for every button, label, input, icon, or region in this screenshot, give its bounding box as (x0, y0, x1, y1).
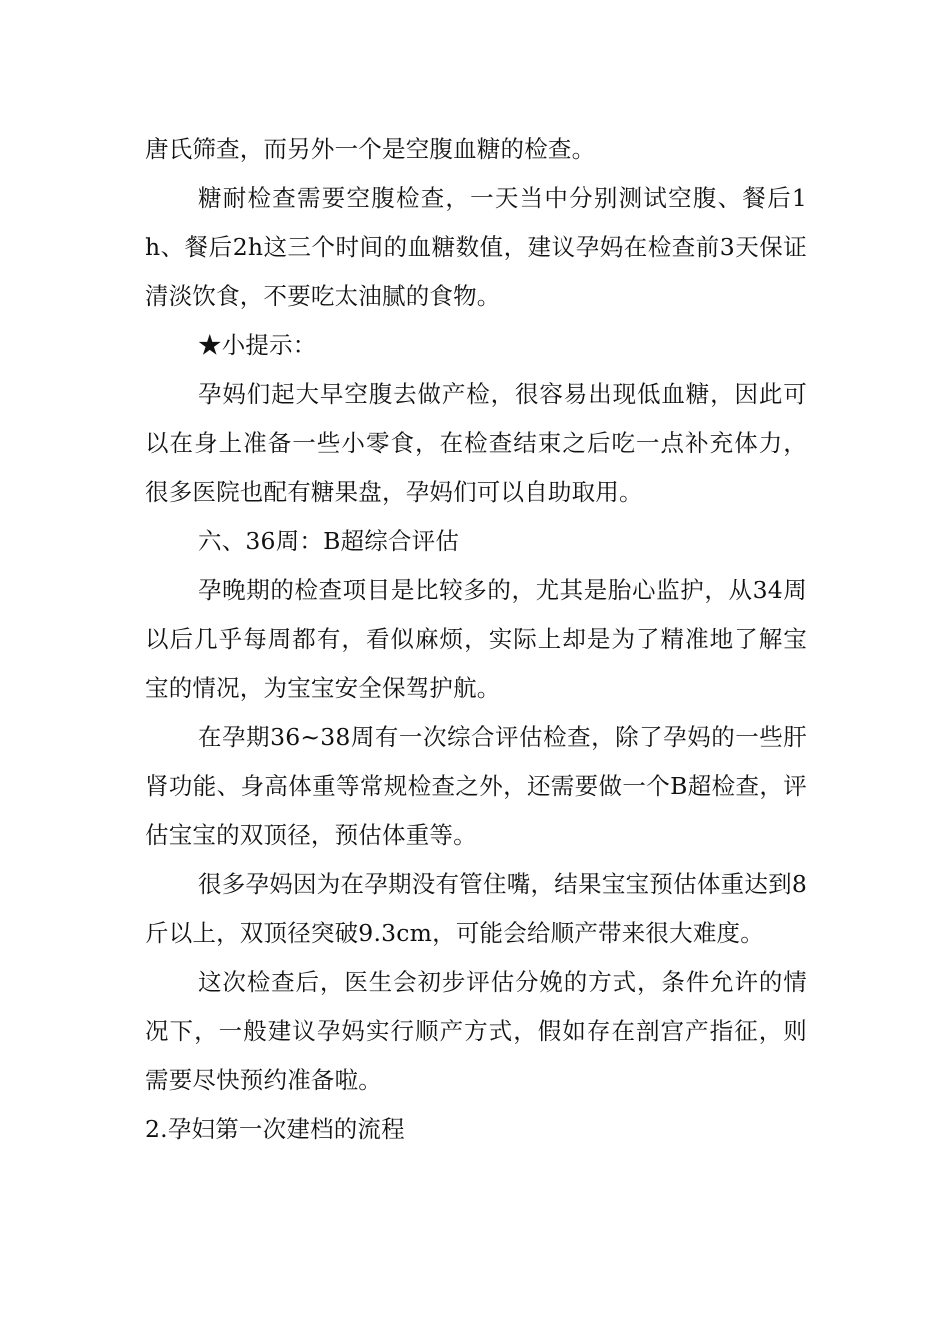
section-heading-36-weeks: 六、36周：B超综合评估 (198, 527, 460, 555)
paragraph-glucose-test: 糖耐检查需要空腹检查，一天当中分别测试空腹、餐后1h、餐后2h这三个时间的血糖数值，建议孕妈在检查前3天保证清淡饮食，不要吃太油腻的食物。 (145, 184, 807, 310)
document-body (145, 125, 807, 1154)
section-heading-first-record: 2.孕妇第一次建档的流程 (145, 1115, 405, 1143)
paragraph-comprehensive-assessment: 在孕期36~38周有一次综合评估检查，除了孕妈的一些肝肾功能、身高体重等常规检查之外，还需要做一个B超检查，评估宝宝的双顶径，预估体重等。 (145, 723, 807, 849)
paragraph-late-pregnancy: 孕晚期的检查项目是比较多的，尤其是胎心监护，从34周以后几乎每周都有，看似麻烦，实际上却是为了精准地了解宝宝的情况，为宝宝安全保驾护航。 (145, 576, 807, 702)
paragraph-continuation: 唐氏筛查，而另外一个是空腹血糖的检查。 (145, 135, 596, 163)
paragraph-weight-warning: 很多孕妈因为在孕期没有管住嘴，结果宝宝预估体重达到8斤以上，双顶径突破9.3cm，可能会给顺产带来很大难度。 (145, 870, 807, 947)
paragraph-delivery-method: 这次检查后，医生会初步评估分娩的方式，条件允许的情况下，一般建议孕妈实行顺产方式，假如存在剖宫产指征，则需要尽快预约准备啦。 (145, 968, 807, 1094)
paragraph-tip: 孕妈们起大早空腹去做产检，很容易出现低血糖，因此可以在身上准备一些小零食，在检查结束之后吃一点补充体力，很多医院也配有糖果盘，孕妈们可以自助取用。 (145, 380, 807, 506)
tip-heading: ★小提示： (198, 331, 317, 359)
